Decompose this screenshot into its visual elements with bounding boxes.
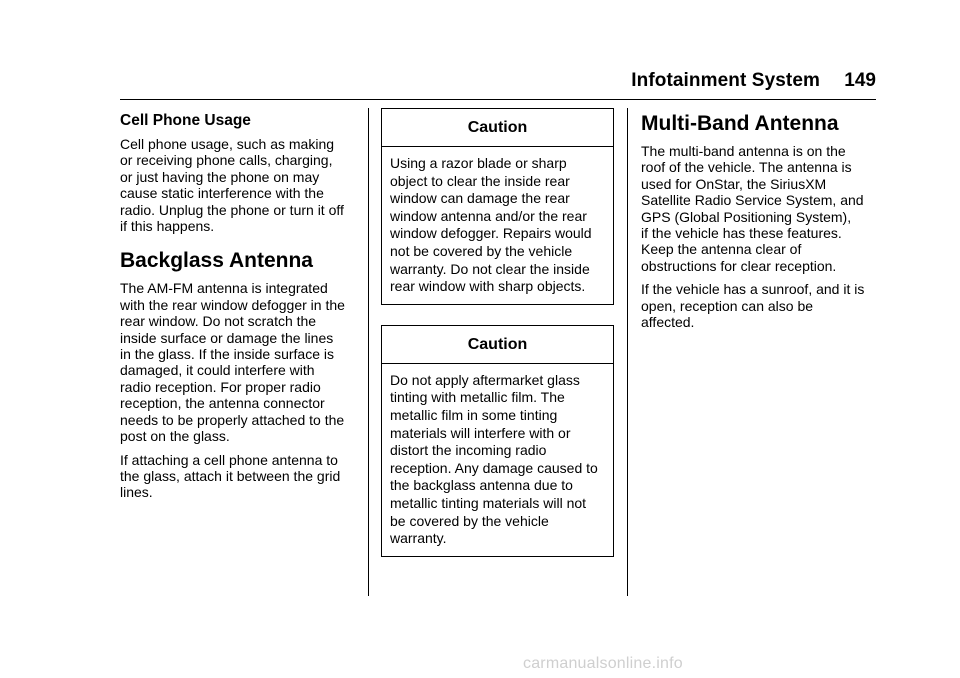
cell-phone-paragraph: Cell phone usage, such as making or receiving phone calls, charging, or just having the phone on may cause static interference with the radio. Unplug the phone or turn it off if this happens. [120,136,344,235]
multi-band-antenna-heading: Multi-Band Antenna [641,112,839,135]
multi-band-paragraph-2: If the vehicle has a sunroof, and it is open, reception can also be affected. [641,281,865,331]
column-divider-left [368,108,369,596]
backglass-paragraph-1: The AM-FM antenna is integrated with the rear window defogger in the rear window. Do not scratch the inside surface or damage the lines in the glass. If the inside surface is damaged, it could interfere with radio reception. For proper radio reception, the antenna connector needs to be properly attached to the post on the glass. [120,280,345,445]
header-title: Infotainment System [631,70,820,91]
left-column [120,108,356,508]
backglass-paragraph-2: If attaching a cell phone antenna to the glass, attach it between the grid lines. [120,451,341,501]
middle-column [381,108,614,577]
multi-band-paragraph-1: The multi-band antenna is on the roof of the vehicle. The antenna is used for OnStar, the SiriusXM Satellite Radio Service System, and GPS (Global Positioning System), if the vehicle has these features. Keep the antenna clear of obstructions for clear reception. [641,143,864,274]
caution-box-tinting [381,325,614,557]
right-column [641,108,877,337]
caution-heading: Caution [382,326,613,364]
caution-box-razor [381,108,614,305]
caution-text: Using a razor blade or sharp object to clear the inside rear window can damage the rear window antenna and/or the rear window defogger. Repairs would not be covered by the vehicle warranty. Do not clear the inside rear window with sharp objects. [390,155,592,295]
cell-phone-heading: Cell Phone Usage [120,112,251,129]
column-divider-right [627,108,628,596]
page-number: 149 [844,70,876,91]
caution-heading: Caution [382,109,613,147]
header-rule [120,99,876,100]
caution-text: Do not apply aftermarket glass tinting with metallic film. The metallic film in some tinting materials will interfere with or distort the incoming radio reception. Any damage caused to the backglass antenna due to metallic tinting materials will not be covered by the vehicle warranty. [390,371,598,547]
backglass-antenna-heading: Backglass Antenna [120,249,313,273]
watermark-text: carmanualsonline.info [523,655,683,672]
